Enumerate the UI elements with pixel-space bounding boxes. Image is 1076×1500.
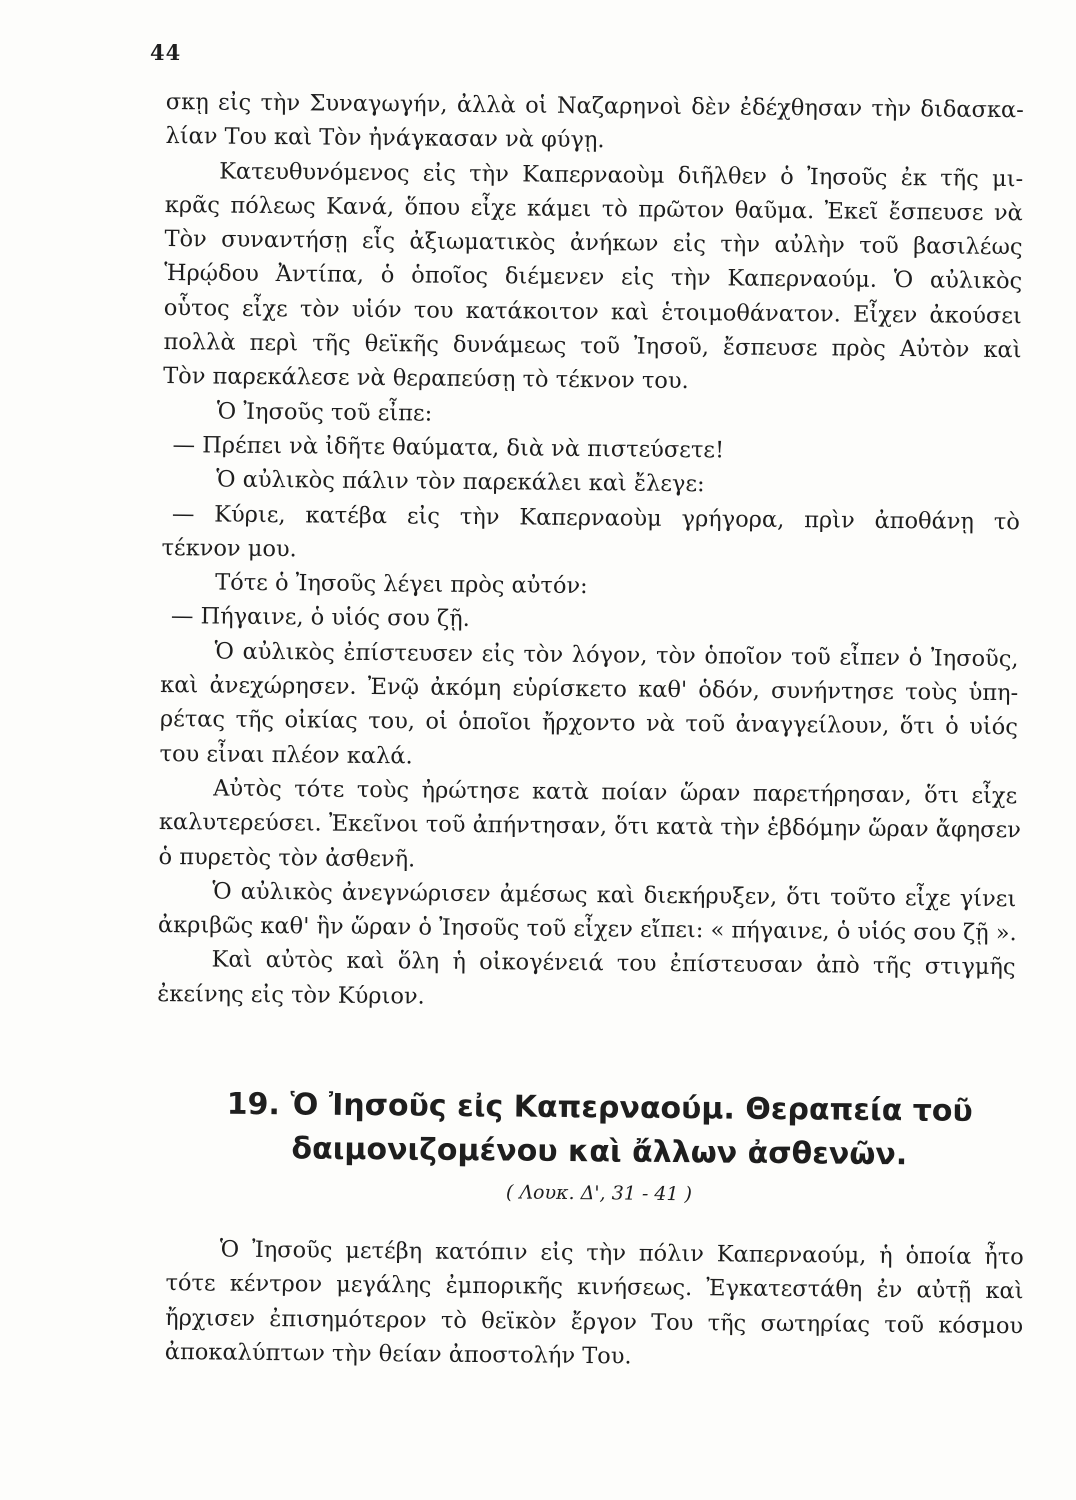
dialogue-line: — Κύριε, κατέβα εἰς τὴν Καπερναοὺμ γρήγορα, πρὶν ἀποθάνῃ τὸ <box>171 500 1020 535</box>
text-line: ὁ πυρετὸς τὸν ἀσθενῆ. <box>158 843 416 872</box>
scripture-reference: ( Λουκ. Δ', 31 - 41 ) <box>505 1181 693 1206</box>
text-line: Τὸν συναντήσῃ εἷς ἀξιωματικὸς ἀνήκων εἰς τὴν αὐλὴν τοῦ βασιλέως <box>164 226 1023 261</box>
section-title-line: δαιμονιζομένου καὶ ἄλλων ἀσθενῶν. <box>291 1131 908 1173</box>
dialogue-line: — Πήγαινε, ὁ υἱός σου ζῇ. <box>170 603 470 633</box>
text-line: τέκνον μου. <box>161 534 297 563</box>
text-line: καλυτερεύσει. Ἐκεῖνοι τοῦ ἀπήντησαν, ὅτι κατὰ τὴν ἑβδόμην ὥραν ἄφησεν <box>158 809 1021 844</box>
text-line: ἀκριβῶς καθ' ἣν ὥραν ὁ Ἰησοῦς τοῦ εἶχεν εἴπει: « πήγαινε, ὁ υἱός σου ζῇ ». <box>157 912 1017 947</box>
text-line: Τὸν παρεκάλεσε νὰ θεραπεύσῃ τὸ τέκνον του. <box>163 363 689 395</box>
text-line: τότε κέντρον μεγάλης ἐμπορικῆς κινήσεως. Ἐγκατεστάθη ἐν αὐτῇ καὶ <box>165 1270 1024 1305</box>
body-text <box>157 85 1024 1019</box>
dialogue-line: — Πρέπει νὰ ἰδῆτε θαύματα, διὰ νὰ πιστεύσετε! <box>172 432 725 464</box>
text-line: του εἶναι πλέον καλά. <box>159 740 413 770</box>
text-line: Κατευθυνόμενος εἰς τὴν Καπερναοὺμ διῆλθεν ὁ Ἰησοῦς ἐκ τῆς μι- <box>219 158 1024 192</box>
text-line: Τότε ὁ Ἰησοῦς λέγει πρὸς αὐτόν: <box>215 569 588 600</box>
text-line: ἐκείνης εἰς τὸν Κύριον. <box>157 980 425 1010</box>
text-line: Ὁ αὐλικὸς πάλιν τὸν παρεκάλει καὶ ἔλεγε: <box>216 466 705 498</box>
text-line: Καὶ αὐτὸς καὶ ὅλη ἡ οἰκογένειά του ἐπίστευσαν ἀπὸ τῆς στιγμῆς <box>211 946 1016 981</box>
text-line: πολλὰ περὶ τῆς θεϊκῆς δυνάμεως τοῦ Ἰησοῦ, ἔσπευσε πρὸς Αὐτὸν καὶ <box>163 329 1022 364</box>
text-line: καὶ ἀνεχώρησεν. Ἐνῷ ἀκόμη εὑρίσκετο καθ' ὁδόν, συνήντησε τοὺς ὑπη- <box>160 672 1019 707</box>
section-body-text <box>165 1232 1024 1377</box>
text-line: οὗτος εἶχε τὸν υἱόν του κατάκοιτον καὶ ἑτοιμοθάνατον. Εἶχεν ἀκούσει <box>163 294 1022 330</box>
text-line: Ὁ Ἰησοῦς μετέβη κατόπιν εἰς τὴν πόλιν Καπερναούμ, ἡ ὁποία ἦτο <box>219 1236 1024 1271</box>
text-line: ἤρχισεν ἐπισημότερον τὸ θεϊκὸν ἔργον Του τῆς σωτηρίας τοῦ κόσμου <box>165 1304 1024 1339</box>
text-line: Ὁ αὐλικὸς ἀνεγνώρισεν ἀμέσως καὶ διεκήρυξεν, ὅτι τοῦτο εἶχε γίνει <box>212 878 1017 913</box>
text-line: Αὐτὸς τότε τοὺς ἠρώτησε κατὰ ποίαν ὥραν παρετήρησαν, ὅτι εἶχε <box>213 775 1018 810</box>
text-line: Ἡρῴδου Ἀντίπα, ὁ ὁποῖος διέμενεν εἰς τὴν Καπερναούμ. Ὁ αὐλικὸς <box>164 260 1023 295</box>
text-line: Ὁ Ἰησοῦς τοῦ εἶπε: <box>216 398 433 427</box>
text-line: λίαν Του καὶ Τὸν ἠνάγκασαν νὰ φύγῃ. <box>165 123 605 154</box>
page-number: 44 <box>150 40 182 65</box>
text-line: σκῃ εἰς τὴν Συναγωγήν, ἀλλὰ οἱ Ναζαρηνοὶ δὲν ἐδέχθησαν τὴν διδασκα- <box>165 88 1024 124</box>
text-line: ἀποκαλύπτων τὴν θείαν ἀποστολήν Του. <box>164 1338 632 1370</box>
section-title-line: 19. Ὁ Ἰησοῦς εἰς Καπερναούμ. Θεραπεία τοῦ <box>226 1086 973 1129</box>
text-line: ρέτας τῆς οἰκίας του, οἱ ὁποῖοι ἤρχοντο νὰ τοῦ ἀναγγείλουν, ὅτι ὁ υἱός <box>159 706 1018 741</box>
section-heading <box>149 1082 1050 1213</box>
text-line: Ὁ αὐλικὸς ἐπίστευσεν εἰς τὸν λόγον, τὸν ὁποῖον τοῦ εἶπεν ὁ Ἰησοῦς, <box>214 638 1019 672</box>
text-line: κρᾶς πόλεως Κανά, ὅπου εἶχε κάμει τὸ πρῶτον θαῦμα. Ἐκεῖ ἔσπευσε νὰ <box>164 191 1023 227</box>
